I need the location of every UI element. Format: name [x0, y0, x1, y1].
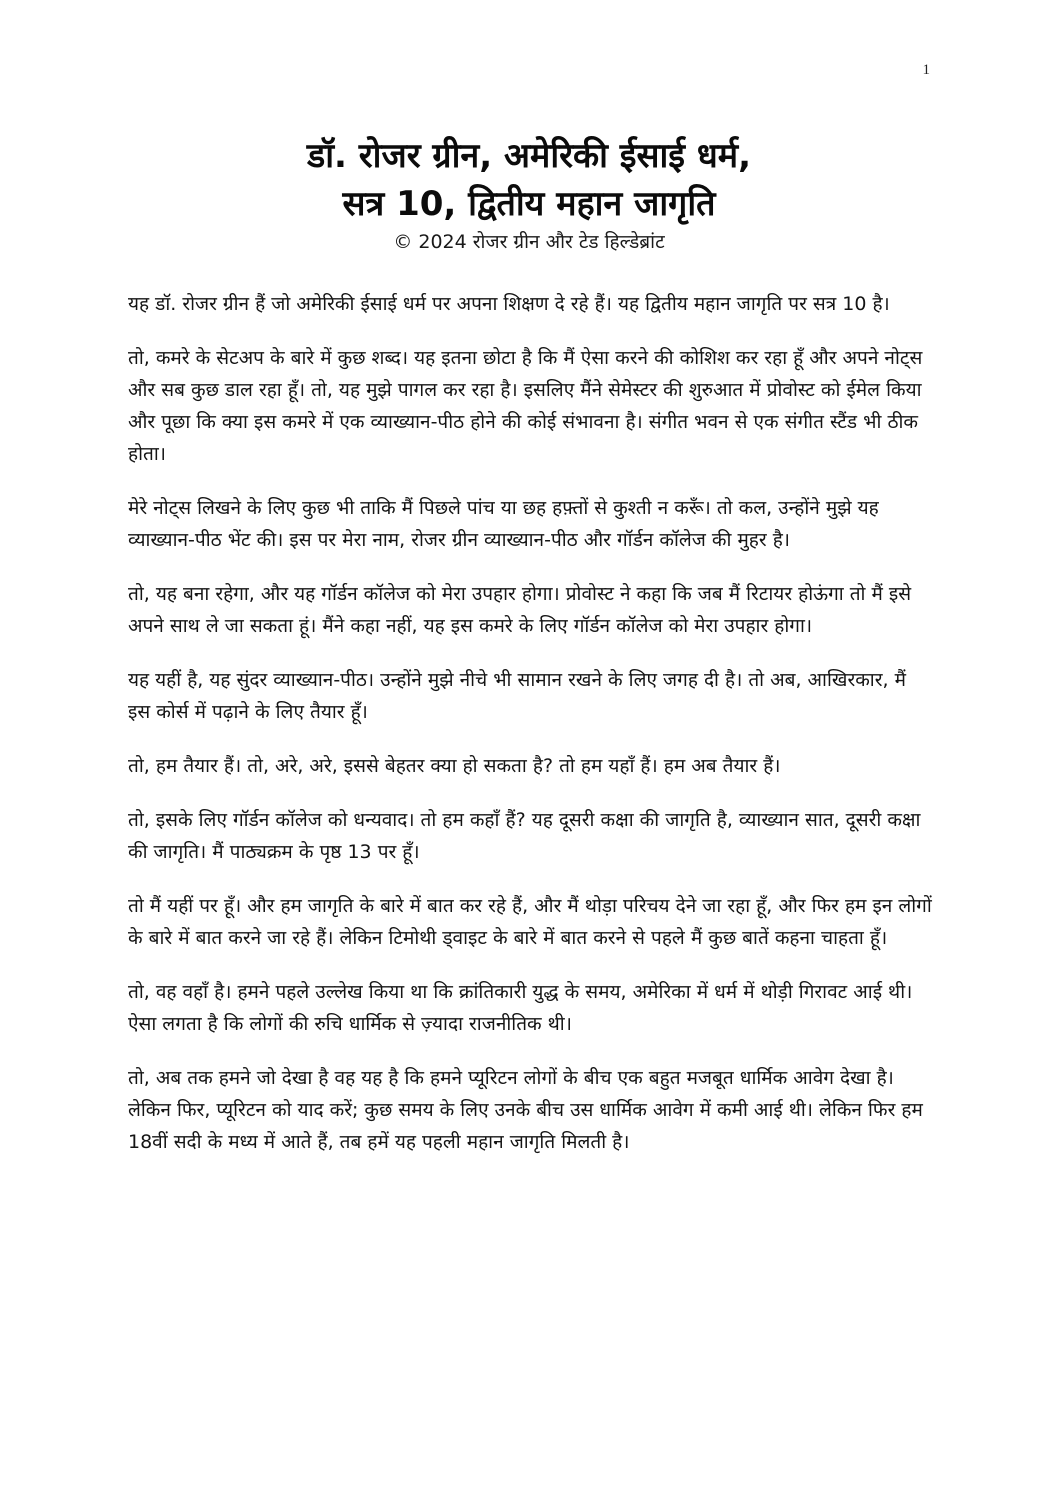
title-line-2: सत्र 10, द्वितीय महान जागृति [342, 184, 716, 224]
paragraph-1: यह डॉ. रोजर ग्रीन हैं जो अमेरिकी ईसाई धर्म पर अपना शिक्षण दे रहे हैं। यह द्वितीय महान जागृति पर सत्र 10 है। [128, 293, 890, 315]
paragraph-9: तो, वह वहाँ है। हमने पहले उल्लेख किया था कि क्रांतिकारी युद्ध के समय, अमेरिका में धर्म में थोड़ी गिरावट आई थी। ऐसा लगता है कि लोगों की रुचि धार्मिक से ज़्यादा राजनीतिक थी। [128, 981, 913, 1035]
page-number: 1 [922, 62, 930, 78]
paragraph-4: तो, यह बना रहेगा, और यह गॉर्डन कॉलेज को मेरा उपहार होगा। प्रोवोस्ट ने कहा कि जब मैं रिटायर होऊंगा तो मैं इसे अपने साथ ले जा सकता हूं। मैंने कहा नहीं, यह इस कमरे के लिए गॉर्डन कॉलेज को मेरा उपहार होगा। [128, 583, 912, 637]
paragraph-10: तो, अब तक हमने जो देखा है वह यह है कि हमने प्यूरिटन लोगों के बीच एक बहुत मजबूत धार्मिक आवेग देखा है। लेकिन फिर, प्यूरिटन को याद करें; कुछ समय के लिए उनके बीच उस धार्मिक आवेग में कमी आई थी। लेकिन फिर हम 18वीं सदी के मध्य में आते हैं, तब हमें यह पहली महान जागृति मिलती है। [128, 1067, 923, 1153]
transcript-body [128, 288, 934, 1180]
paragraph-5: यह यहीं है, यह सुंदर व्याख्यान-पीठ। उन्होंने मुझे नीचे भी सामान रखने के लिए जगह दी है। तो अब, आखिरकार, मैं इस कोर्स में पढ़ाने के लिए तैयार हूँ। [128, 669, 906, 723]
paragraph-8: तो मैं यहीं पर हूँ। और हम जागृति के बारे में बात कर रहे हैं, और मैं थोड़ा परिचय देने जा रहा हूँ, और फिर हम इन लोगों के बारे में बात करने जा रहे हैं। लेकिन टिमोथी ड्वाइट के बारे में बात करने से पहले मैं कुछ बातें कहना चाहता हूँ। [128, 895, 932, 949]
paragraph-6: तो, हम तैयार हैं। तो, अरे, अरे, इससे बेहतर क्या हो सकता है? तो हम यहाँ हैं। हम अब तैयार हैं। [128, 755, 781, 777]
paragraph-3: मेरे नोट्स लिखने के लिए कुछ भी ताकि मैं पिछले पांच या छह हफ़्तों से कुश्ती न करूँ। तो कल, उन्होंने मुझे यह व्याख्यान-पीठ भेंट की। इस पर मेरा नाम, रोजर ग्रीन व्याख्यान-पीठ और गॉर्डन कॉलेज की मुहर है। [128, 497, 879, 551]
copyright-notice: © 2024 रोजर ग्रीन और टेड हिल्डेब्रांट [393, 231, 665, 253]
document-title [130, 132, 928, 228]
paragraph-2: तो, कमरे के सेटअप के बारे में कुछ शब्द। यह इतना छोटा है कि मैं ऐसा करने की कोशिश कर रहा हूँ और अपने नोट्स और सब कुछ डाल रहा हूँ। तो, यह मुझे पागल कर रहा है। इसलिए मैंने सेमेस्टर की शुरुआत में प्रोवोस्ट को ईमेल किया और पूछा कि क्या इस कमरे में एक व्याख्यान-पीठ होने की कोई संभावना है। संगीत भवन से एक संगीत स्टैंड भी ठीक होता। [128, 347, 923, 465]
document-header [130, 132, 928, 256]
paragraph-7: तो, इसके लिए गॉर्डन कॉलेज को धन्यवाद। तो हम कहाँ हैं? यह दूसरी कक्षा की जागृति है, व्याख्यान सात, दूसरी कक्षा की जागृति। मैं पाठ्यक्रम के पृष्ठ 13 पर हूँ। [128, 809, 921, 863]
title-line-1: डॉ. रोजर ग्रीन, अमेरिकी ईसाई धर्म, [307, 136, 751, 176]
